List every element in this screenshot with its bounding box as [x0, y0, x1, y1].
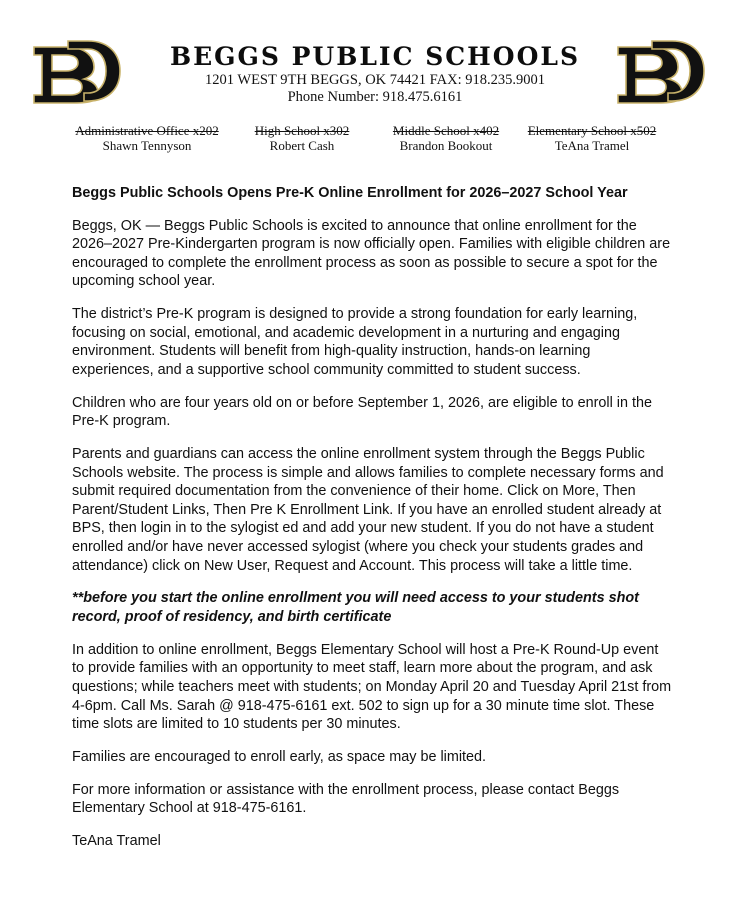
paragraph-program: The district’s Pre-K program is designed to provide a strong foundation for early learning, focusing on social, emotional, and academic development in a nurturing and engaging environment. Students will benefit from high-quality instruction, hands-on learning experiences, and a supportive school community committed to student success.: [72, 306, 638, 378]
letter-body: [72, 184, 672, 865]
contact-title: Middle School x402: [392, 123, 500, 138]
contact-name: Brandon Bookout: [399, 138, 493, 153]
contact-name: TeAna Tramel: [554, 138, 630, 153]
paragraph-enrollment-steps: Parents and guardians can access the online enrollment system through the Beggs Public Schools website. The process is simple and allows families to complete necessary forms and submit required documentation from the convenience of their home. Click on More, Then Parent/Student Links, Then Pre K Enrollment Link. If you have an enrolled student already at BPS, then login in to the sylogist ed and add your new student. If you do not have a student enrolled and/or have never accessed sylogist (where you check your students grades and attendance) click on New User, Request and Account. This process will take a little time.: [72, 446, 664, 574]
paragraph-round-up-event: In addition to online enrollment, Beggs Elementary School will host a Pre-K Round-Up event to provide families with an opportunity to meet staff, learn more about the program, and ask questions; while teachers meet with students; on Monday April 20 and Tuesday April 21st from 4-6pm. Call Ms. Sarah @ 918-475-6161 ext. 502 to sign up for a 30 minute time slot. These time slots are limited to 10 students per 30 minutes.: [72, 641, 672, 733]
bd-monogram-logo-icon: [612, 37, 708, 105]
paragraph-required-documents: **before you start the online enrollment you will need access to your students shot record, proof of residency, and birth certificate: [72, 590, 639, 626]
paragraph-intro: Beggs, OK — Beggs Public Schools is excited to announce that online enrollment for the 2026–2027 Pre-Kindergarten program is now officially open. Families with eligible children are encouraged to complete the enrollment process as soon as possible to secure a spot for the upcoming school year.: [72, 217, 671, 290]
school-address: 1201 WEST 9TH BEGGS, OK 74421 FAX: 918.235.9001: [205, 72, 545, 88]
letter-headline: Beggs Public Schools Opens Pre-K Online Enrollment for 2026–2027 School Year: [72, 185, 628, 201]
contact-middle-school: [378, 123, 514, 153]
contact-title: Elementary School x502: [527, 123, 657, 138]
contact-name: Robert Cash: [269, 138, 335, 153]
letterhead: [0, 0, 750, 120]
contact-title: High School x302: [254, 123, 350, 138]
department-contacts: [0, 123, 750, 157]
contact-title: Administrative Office x202: [75, 123, 219, 138]
paragraph-eligibility: Children who are four years old on or before September 1, 2026, are eligible to enroll in the Pre-K program.: [72, 394, 652, 430]
school-phone: Phone Number: 918.475.6161: [287, 89, 463, 105]
contact-name: Shawn Tennyson: [102, 138, 192, 153]
contact-elementary-school: [517, 123, 667, 153]
paragraph-enroll-early: Families are encouraged to enroll early, as space may be limited.: [72, 748, 487, 765]
contact-administrative-office: [62, 123, 232, 153]
signature: TeAna Tramel: [72, 833, 161, 850]
school-name: BEGGS PUBLIC SCHOOLS: [169, 42, 580, 71]
contact-high-school: [243, 123, 361, 153]
paragraph-contact-info: For more information or assistance with the enrollment process, please contact Beggs Elementary School at 918-475-6161.: [72, 781, 620, 817]
